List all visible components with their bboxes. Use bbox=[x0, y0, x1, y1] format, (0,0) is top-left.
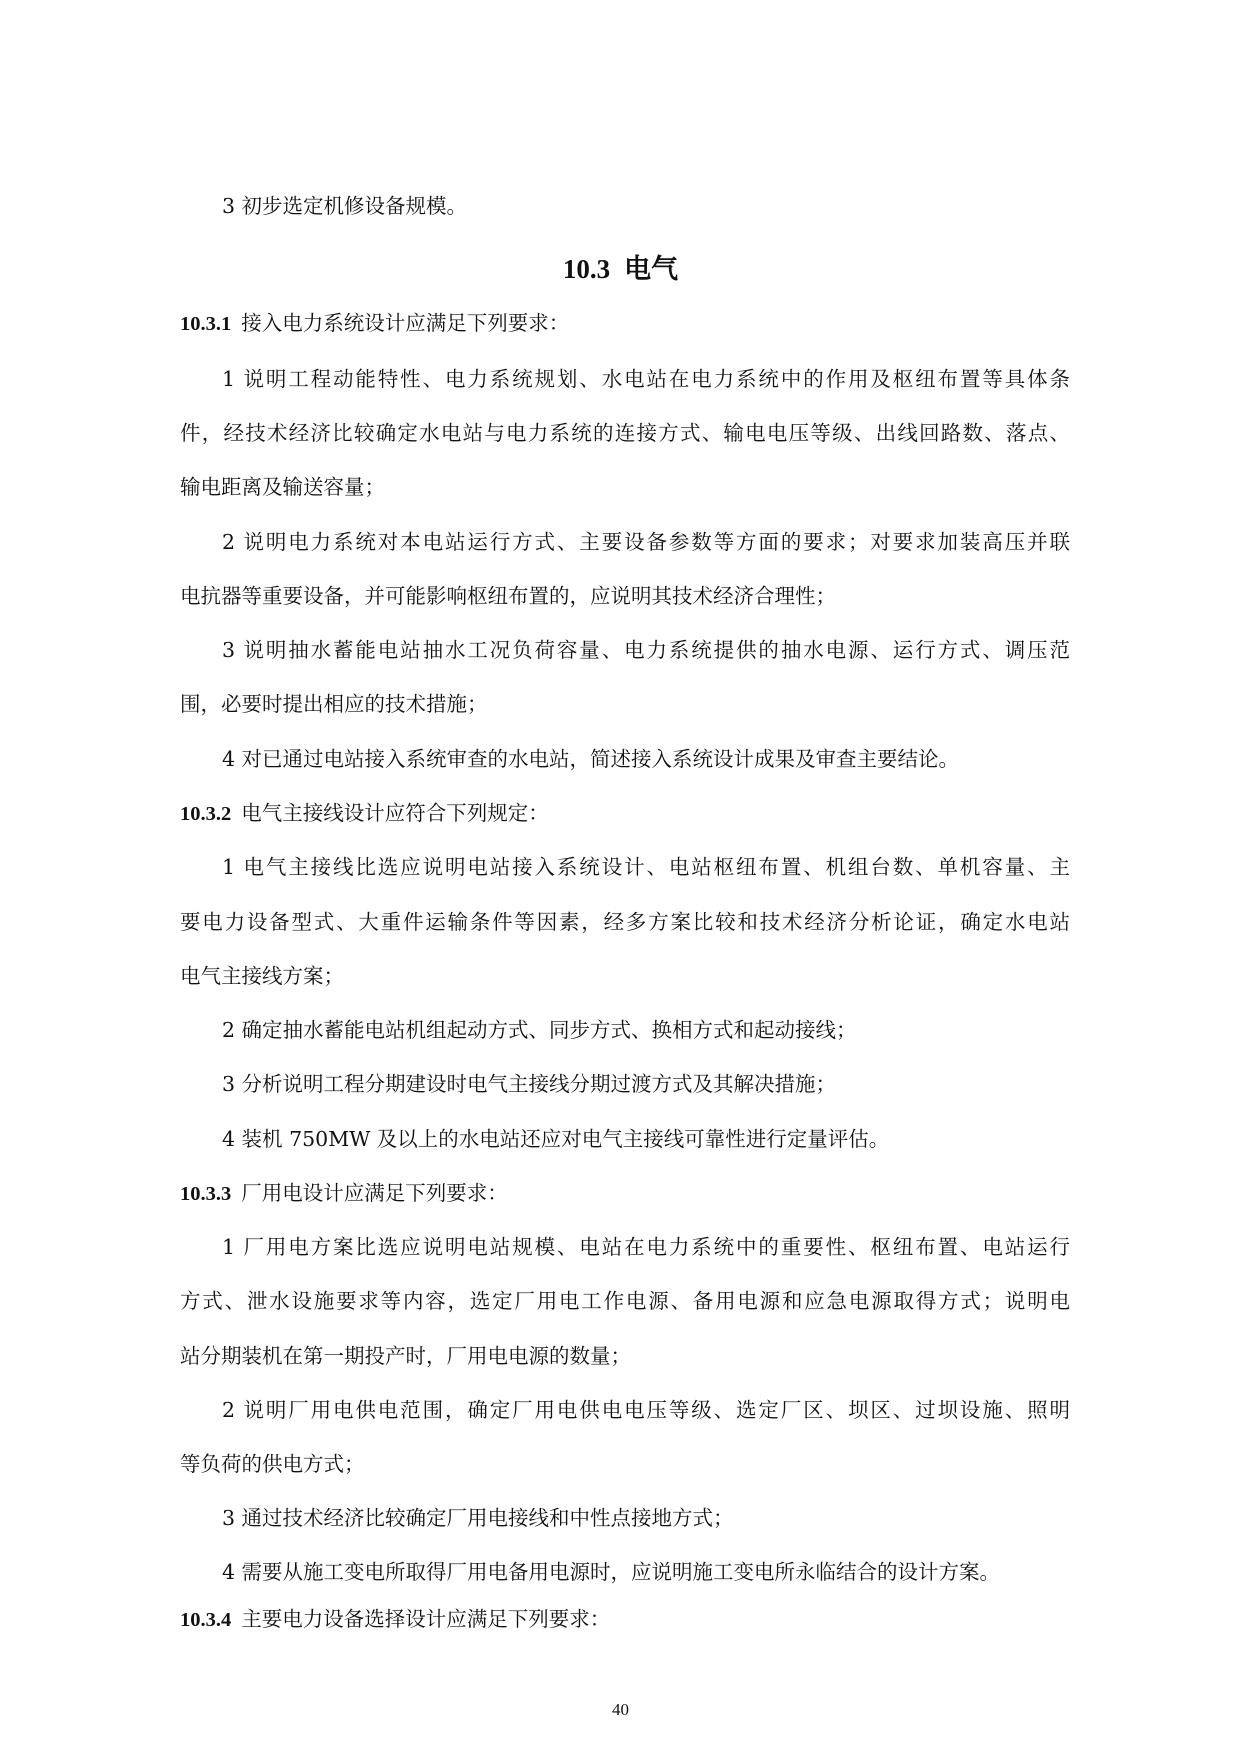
clause-number: 10.3.4 bbox=[180, 1609, 232, 1631]
clause-number: 10.3.1 bbox=[180, 313, 232, 335]
clause-heading bbox=[180, 310, 1070, 337]
paragraph-line: 1 厂用电方案比选应说明电站规模、电站在电力系统中的重要性、枢纽布置、电站运行 bbox=[222, 1235, 1070, 1259]
paragraph-line: 3 分析说明工程分期建设时电气主接线分期过渡方式及其解决措施； bbox=[222, 1072, 837, 1096]
paragraph-line: 输电距离及输送容量； bbox=[180, 475, 385, 499]
paragraph-line: 等负荷的供电方式； bbox=[180, 1452, 365, 1476]
paragraph-line: 围，必要时提出相应的技术措施； bbox=[180, 692, 488, 716]
clause-text: 主要电力设备选择设计应满足下列要求： bbox=[241, 1607, 611, 1631]
paragraph-line: 2 说明厂用电供电范围，确定厂用电供电电压等级、选定厂区、坝区、过坝设施、照明 bbox=[222, 1398, 1070, 1422]
paragraph-line: 4 需要从施工变电所取得厂用电备用电源时，应说明施工变电所永临结合的设计方案。 bbox=[222, 1560, 1001, 1584]
clause-text: 厂用电设计应满足下列要求： bbox=[241, 1181, 508, 1205]
intro-item: 3 初步选定机修设备规模。 bbox=[222, 194, 468, 218]
clause-text: 电气主接线设计应符合下列规定： bbox=[241, 801, 549, 825]
clause-heading bbox=[180, 800, 1070, 827]
paragraph-line: 2 说明电力系统对本电站运行方式、主要设备参数等方面的要求；对要求加装高压并联 bbox=[222, 530, 1070, 554]
paragraph-line: 电抗器等重要设备，并可能影响枢纽布置的，应说明其技术经济合理性； bbox=[180, 584, 836, 608]
paragraph-line: 电气主接线方案； bbox=[180, 964, 344, 988]
page-number: 40 bbox=[612, 1700, 629, 1719]
paragraph-line: 件，经技术经济比较确定水电站与电力系统的连接方式、输电电压等级、出线回路数、落点、 bbox=[180, 421, 1070, 445]
paragraph-line: 方式、泄水设施要求等内容，选定厂用电工作电源、备用电源和应急电源取得方式；说明电 bbox=[180, 1289, 1070, 1313]
paragraph-line: 4 装机 750MW 及以上的水电站还应对电气主接线可靠性进行定量评估。 bbox=[222, 1127, 890, 1151]
section-heading bbox=[0, 252, 1241, 287]
section-title: 电气 bbox=[624, 254, 679, 285]
paragraph-line: 2 确定抽水蓄能电站机组起动方式、同步方式、换相方式和起动接线； bbox=[222, 1018, 857, 1042]
paragraph-line: 3 说明抽水蓄能电站抽水工况负荷容量、电力系统提供的抽水电源、运行方式、调压范 bbox=[222, 638, 1070, 662]
paragraph-line: 1 电气主接线比选应说明电站接入系统设计、电站枢纽布置、机组台数、单机容量、主 bbox=[222, 855, 1070, 879]
paragraph-line: 3 通过技术经济比较确定厂用电接线和中性点接地方式； bbox=[222, 1506, 734, 1530]
clause-heading bbox=[180, 1606, 1070, 1633]
paragraph-line: 1 说明工程动能特性、电力系统规划、水电站在电力系统中的作用及枢纽布置等具体条 bbox=[222, 367, 1070, 391]
clause-number: 10.3.3 bbox=[180, 1183, 232, 1205]
paragraph-line: 要电力设备型式、大重件运输条件等因素，经多方案比较和技术经济分析论证，确定水电站 bbox=[180, 910, 1070, 934]
clause-heading bbox=[180, 1180, 1070, 1207]
clause-number: 10.3.2 bbox=[180, 803, 232, 825]
paragraph-line: 站分期装机在第一期投产时，厂用电电源的数量； bbox=[180, 1344, 631, 1368]
clause-text: 接入电力系统设计应满足下列要求： bbox=[241, 311, 570, 335]
paragraph-line: 4 对已通过电站接入系统审查的水电站，简述接入系统设计成果及审查主要结论。 bbox=[222, 747, 960, 771]
section-number: 10.3 bbox=[562, 254, 611, 284]
